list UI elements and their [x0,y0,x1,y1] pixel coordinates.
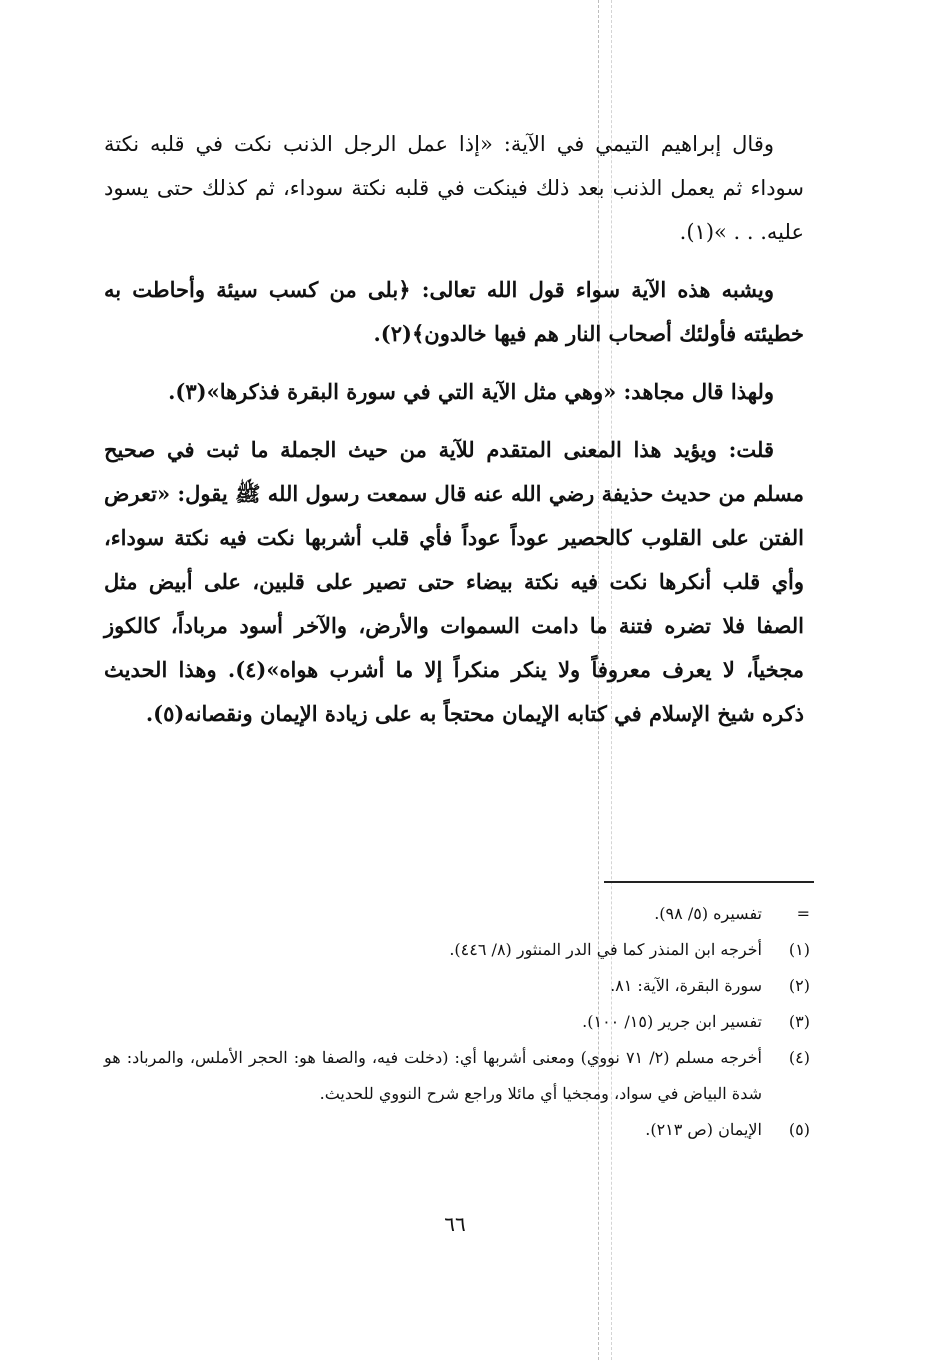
footnote-mark: = [796,904,810,923]
paragraph-ibrahim-taymi: وقال إبراهيم التيمي في الآية: «إذا عمل الرجل الذنب نكت في قلبه نكتة سوداء ثم يعمل الذنب بعد ذلك فينكت في قلبه نكتة سوداء، ثم كذلك حتى يسود عليه. . . »(١). [104,132,804,244]
footnote-2 [104,968,810,1004]
page-number: ٦٦ [444,1212,466,1236]
footnotes [104,896,810,1148]
footnote-3 [104,1004,810,1040]
footnote-mark: (٢) [788,976,810,995]
page-content [104,122,804,750]
footnote-text: تفسير ابن جرير (١٥/ ١٠٠). [582,1012,762,1031]
footnote-continuation [104,896,810,932]
footnote-1 [104,932,810,968]
footnote-text: أخرجه مسلم (٢/ ٧١ نووي) ومعنى أشربها أي: (دخلت فيه، والصفا هو: الحجر الأملس، والمرباد: هو شدة البياض في سواد، ومجخيا أي مائلا وراجع شرح النووي للحديث. [104,1048,762,1103]
footnote-text: الإيمان (ص ٢١٣). [645,1120,762,1139]
footnote-text: تفسيره (٥/ ٩٨). [654,904,762,923]
footnote-text: سورة البقرة، الآية: ٨١. [610,976,762,995]
footnote-mark: (٣) [788,1012,810,1031]
paragraph-similar-verse: ويشبه هذه الآية سواء قول الله تعالى: ﴿بلى من كسب سيئة وأحاطت به خطيئته فأولئك أصحاب النار هم فيها خالدون﴾(٢). [104,277,804,346]
footnote-5 [104,1112,810,1148]
footnote-text: أخرجه ابن المنذر كما في الدر المنثور (٨/ ٤٤٦). [449,940,762,959]
paragraph-mujahid: ولهذا قال مجاهد: «وهي مثل الآية التي في سورة البقرة فذكرها»(٣). [168,379,774,404]
footnote-mark: (٤) [788,1048,810,1067]
footnote-4 [104,1040,810,1112]
footnote-mark: (١) [788,940,810,959]
body-text [104,122,804,736]
paragraph-hadith-hudhayfa: قلت: ويؤيد هذا المعنى المتقدم للآية من حيث الجملة ما ثبت في صحيح مسلم من حديث حذيفة رضي الله عنه قال سمعت رسول الله ﷺ يقول: «تعرض الفتن على القلوب كالحصير عوداً عوداً فأي قلب أشربها نكت فيه نكتة سوداء، وأي قلب أنكرها نكت فيه نكتة بيضاء حتى تصير على قلبين، على أبيض مثل الصفا فلا تضره فتنة ما دامت السموات والأرض، والآخر أسود مرباداً، كالكوز مجخياً، لا يعرف معروفاً ولا ينكر منكراً إلا ما أشرب هواه»(٤). وهذا الحديث ذكره شيخ الإسلام في كتابه الإيمان محتجاً به على زيادة الإيمان ونقصانه(٥). [104,437,804,726]
footnote-mark: (٥) [788,1120,810,1139]
footnote-separator [604,881,814,883]
